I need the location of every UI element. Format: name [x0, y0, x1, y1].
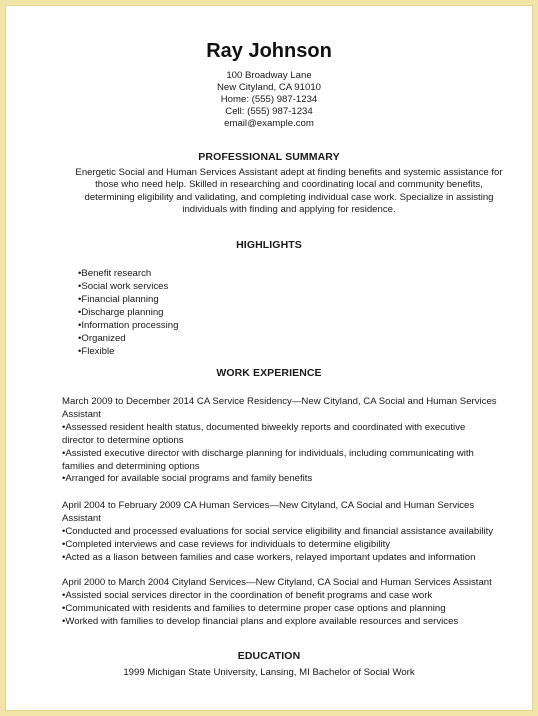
experience-heading: WORK EXPERIENCE: [216, 367, 322, 379]
list-item: •Social work services: [78, 281, 169, 292]
contact-city: New Cityland, CA 91010: [217, 82, 321, 93]
job-line: April 2004 to February 2009 CA Human Services—New Cityland, CA Social and Human Services: [62, 500, 475, 511]
contact-block: [6, 70, 532, 130]
job-entry: [62, 577, 532, 629]
job-line: •Conducted and processed evaluations for social service eligibility and financial assistance availability: [62, 525, 494, 537]
job-line: •Completed interviews and case reviews for individuals to determine eligibility: [62, 538, 391, 550]
summary-heading: PROFESSIONAL SUMMARY: [198, 151, 340, 163]
summary-line: those who need help. Skilled in researching and coordinating local and community benefits,: [95, 179, 483, 191]
job-entry: [62, 396, 532, 486]
job-line: April 2000 to March 2004 Cityland Services—New Cityland, CA Social and Human Services Assistant: [62, 577, 492, 588]
education-heading: EDUCATION: [237, 650, 301, 662]
contact-home-phone: Home: (555) 987-1234: [220, 94, 318, 105]
job-line: •Arranged for available social programs and family benefits: [62, 473, 313, 485]
education-line: 1999 Michigan State University, Lansing, MI Bachelor of Social Work: [123, 667, 415, 678]
highlights-heading: HIGHLIGHTS: [236, 239, 302, 251]
list-item: •Discharge planning: [78, 307, 164, 318]
resume-page: [6, 6, 532, 710]
job-line: •Communicated with residents and families to determine proper case options and planning: [62, 602, 446, 614]
summary-line: Energetic Social and Human Services Assistant adept at finding benefits and systemic assistance for: [75, 167, 503, 178]
job-line: families and determining options: [62, 460, 200, 472]
contact-cell-phone: Cell: (555) 987-1234: [225, 106, 313, 117]
list-item: •Organized: [78, 333, 126, 344]
job-line: March 2009 to December 2014 CA Service Residency—New Cityland, CA Social and Human Services: [62, 396, 497, 407]
list-item: •Benefit research: [78, 268, 152, 279]
summary-text: [46, 167, 532, 217]
list-item: •Information processing: [78, 320, 179, 331]
job-line: •Assessed resident health status, documented biweekly reports and coordinated with executive: [62, 421, 466, 433]
job-line: •Assisted social services director in the coordination of benefit programs and case work: [62, 589, 433, 601]
job-line: Assistant: [62, 408, 101, 420]
summary-line: determining eligibility and validating, and completing individual case work. Specialize in assisting: [84, 191, 494, 203]
list-item: •Flexible: [78, 346, 115, 357]
summary-line: individuals with finding and applying for residence.: [182, 204, 396, 216]
highlights-list: [78, 267, 178, 358]
job-line: •Acted as a liason between families and case workers, relayed important updates and information: [62, 551, 476, 563]
contact-address: 100 Broadway Lane: [226, 70, 312, 81]
job-line: •Assisted executive director with discharge planning for individuals, including communicating with: [62, 447, 474, 459]
job-entry: [62, 500, 532, 565]
contact-email: email@example.com: [224, 118, 314, 129]
job-line: Assistant: [62, 512, 101, 524]
resume-name: Ray Johnson: [206, 40, 332, 62]
job-line: director to determine options: [62, 434, 184, 446]
job-line: •Worked with families to develop financial plans and explore available resources and services: [62, 615, 459, 627]
list-item: •Financial planning: [78, 294, 159, 305]
